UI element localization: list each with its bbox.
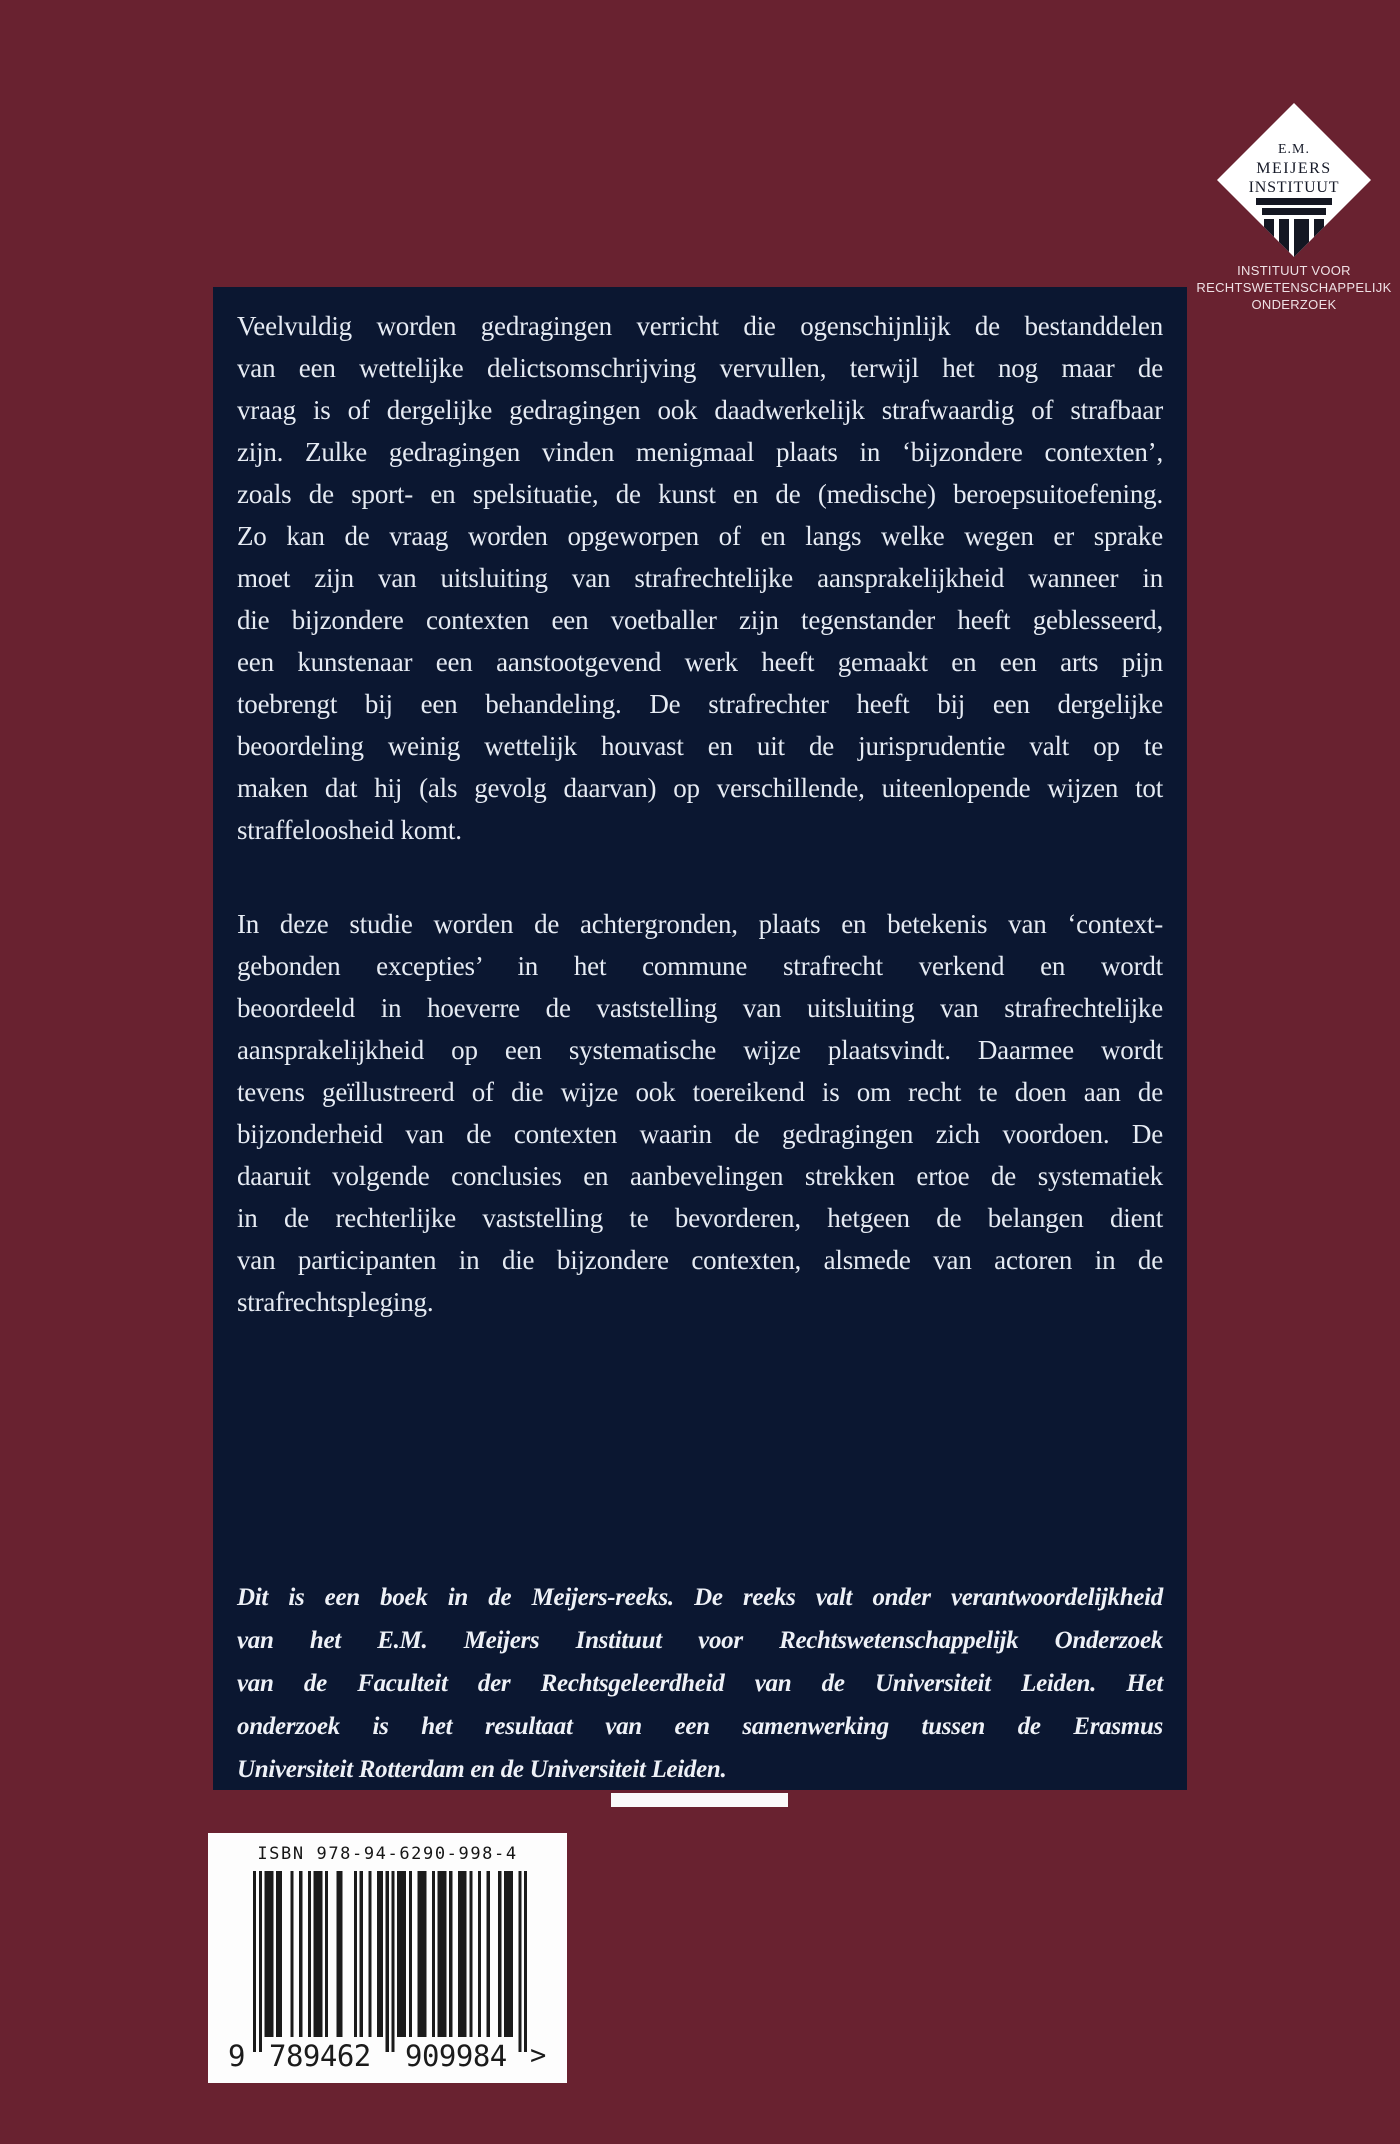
logo-line-meijers: MEIJERS bbox=[1256, 160, 1332, 177]
text-line: van de Faculteit der Rechtsgeleerdheid van de Universiteit Leiden. Het bbox=[237, 1670, 1163, 1697]
text-line: vraag is of dergelijke gedragingen ook daadwerkelijk strafwaardig of strafbaar bbox=[237, 395, 1163, 425]
ean-first-digit: 9 bbox=[228, 2039, 245, 2073]
meijers-logo bbox=[1209, 95, 1379, 265]
text-line: straffeloosheid komt. bbox=[237, 815, 462, 845]
text-line: een kunstenaar een aanstootgevend werk heeft gemaakt en een arts pijn bbox=[237, 647, 1163, 677]
barcode-bars bbox=[253, 1871, 527, 2052]
text-line: In deze studie worden de achtergronden, plaats en betekenis van ‘context- bbox=[237, 909, 1163, 939]
text-line: zijn. Zulke gedragingen vinden menigmaal plaats in ‘bijzondere contexten’, bbox=[237, 437, 1163, 467]
text-line: moet zijn van uitsluiting van strafrechtelijke aansprakelijkheid wanneer in bbox=[237, 563, 1163, 593]
text-line: Dit is een boek in de Meijers-reeks. De reeks valt onder verantwoordelijkheid bbox=[237, 1584, 1163, 1611]
blurb-paragraph-2 bbox=[237, 903, 1163, 1323]
text-line: bijzonderheid van de contexten waarin de gedragingen zich voordoen. De bbox=[237, 1119, 1163, 1149]
text-line: zoals de sport- en spelsituatie, de kunst en de (medische) beroepsuitoefening. bbox=[237, 479, 1163, 509]
series-note bbox=[237, 1576, 1163, 1791]
text-line: onderzoek is het resultaat van een samenwerking tussen de Erasmus bbox=[237, 1713, 1163, 1740]
text-line: beoordeling weinig wettelijk houvast en uit de jurisprudentie valt op te bbox=[237, 731, 1163, 761]
logo-line-instituut: INSTITUUT bbox=[1248, 179, 1340, 196]
text-line: van participanten in die bijzondere contexten, alsmede van actoren in de bbox=[237, 1245, 1163, 1275]
text-line: toebrengt bij een behandeling. De strafrechter heeft bij een dergelijke bbox=[237, 689, 1163, 719]
blurb-paragraph-1 bbox=[237, 305, 1163, 851]
text-line: in de rechterlijke vaststelling te bevorderen, hetgeen de belangen dient bbox=[237, 1203, 1163, 1233]
text-line: gebonden excepties’ in het commune strafrecht verkend en wordt bbox=[237, 951, 1163, 981]
text-line: van het E.M. Meijers Instituut voor Rechtswetenschappelijk Onderzoek bbox=[237, 1627, 1163, 1654]
text-line: aansprakelijkheid op een systematische wijze plaatsvindt. Daarmee wordt bbox=[237, 1035, 1163, 1065]
text-line: ONDERZOEK bbox=[1251, 297, 1337, 312]
text-line: van een wettelijke delictsomschrijving vervullen, terwijl het nog maar de bbox=[237, 353, 1163, 383]
text-line: Zo kan de vraag worden opgeworpen of en langs welke wegen er sprake bbox=[237, 521, 1163, 551]
logo-caption bbox=[1186, 262, 1400, 313]
text-line: strafrechtspleging. bbox=[237, 1287, 434, 1317]
text-line: daaruit volgende conclusies en aanbevelingen strekken ertoe de systematiek bbox=[237, 1161, 1163, 1191]
text-line: beoordeeld in hoeverre de vaststelling van uitsluiting van strafrechtelijke bbox=[237, 993, 1163, 1023]
isbn-label: ISBN 978-94-6290-998-4 bbox=[257, 1844, 518, 1864]
text-line: Universiteit Rotterdam en de Universiteit Leiden. bbox=[237, 1756, 727, 1783]
text-line: die bijzondere contexten een voetballer zijn tegenstander heeft geblesseerd, bbox=[237, 605, 1163, 635]
text-line: Veelvuldig worden gedragingen verricht die ogenschijnlijk de bestanddelen bbox=[237, 311, 1163, 341]
isbn-barcode-box bbox=[208, 1833, 567, 2083]
logo-line-em: E.M. bbox=[1278, 142, 1310, 157]
spine-white-tab bbox=[611, 1793, 788, 1807]
ean-group1: 789462 bbox=[269, 2039, 371, 2073]
ean-group2: 909984 bbox=[405, 2039, 507, 2073]
text-line: RECHTSWETENSCHAPPELIJK bbox=[1196, 280, 1392, 295]
text-line: maken dat hij (als gevolg daarvan) op verschillende, uiteenlopende wijzen tot bbox=[237, 773, 1163, 803]
text-line: tevens geïllustreerd of die wijze ook toereikend is om recht te doen aan de bbox=[237, 1077, 1163, 1107]
description-panel bbox=[213, 287, 1187, 1790]
text-line: INSTITUUT VOOR bbox=[1237, 263, 1351, 278]
ean-suffix: > bbox=[530, 2040, 546, 2071]
